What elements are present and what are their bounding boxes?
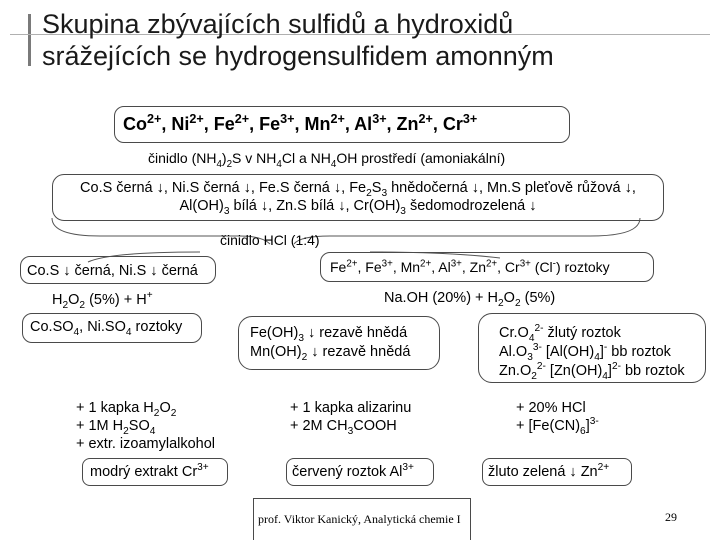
left-steps: + 1 kapka $H_2O_2$ + 1M $H_2SO_4$ + extr. izoamylalkohol	[76, 400, 216, 452]
right-reagent: Na.OH $(20\%) + H_2O_2$ (5%)	[384, 290, 556, 309]
middle-result-text: červený roztok $Al^{3+}$	[292, 462, 414, 480]
page-number: 29	[665, 510, 677, 524]
footer-author: prof. Viktor Kanický, Analytická chemie I	[258, 512, 461, 526]
far-right-anions-text: $Cr.O_4^{2-}$ žlutý roztok $Al.O_3^{3-}$ $[Al(OH)_4]^-$ bb roztok $Zn.O_2^{2-}$ $[Zn(OH)_4]^{2-}$ bb roztok	[499, 323, 685, 382]
far-right-result-text: žluto zelená ↓ $Zn^{2+}$	[488, 462, 610, 480]
reagent-hcl: činidlo HCl (1:4)	[220, 232, 320, 248]
middle-steps: + 1 kapka alizarinu + 2M $CH_3COOH$	[290, 400, 412, 437]
left-result-text: modrý extrakt $Cr^{3+}$	[90, 462, 209, 480]
title-line-1: Skupina zbývajících sulfidů a hydroxidů	[42, 9, 514, 39]
middle-hydroxides-text: $Fe(OH)_3$ ↓ rezavě hnědá $Mn(OH)_2$ ↓ rezavě hnědá	[250, 325, 411, 363]
left-sulfides-text: Co.S ↓ černá, Ni.S ↓ černá	[27, 263, 198, 279]
title-line-2: srážejících se hydrogensulfidem amonným	[42, 41, 554, 71]
reagent-ammonium-sulfide: činidlo $(NH_4)_2S$ v $NH_4Cl$ a $NH_4OH$ prostředí (amoniakální)	[148, 150, 506, 170]
right-solutions-text: $Fe^{2+}$, $Fe^{3+}$, $Mn^{2+}$, $Al^{3+}$, $Zn^{2+}$, $Cr^{3+}$ (Cl-) roztoky	[330, 258, 610, 275]
precipitates-text: Co.S černá ↓, Ni.S černá ↓, Fe.S černá ↓, $Fe_2S_3$ hnědočerná ↓, Mn.S pleťově růžová ↓, $Al(OH)_3$ bílá ↓, Zn.S bílá ↓, $Cr(OH)_3$ šedomodrozelená ↓	[80, 180, 636, 217]
cation-list: $Co^{2+}$, $Ni^{2+}$, $Fe^{2+}$, $Fe^{3+}$, $Mn^{2+}$, $Al^{3+}$, $Zn^{2+}$, $Cr^{3+}$	[123, 112, 478, 134]
far-right-steps: + 20% HCl + $[Fe(CN)_6]^{3-}$	[516, 400, 599, 437]
left-reagent: $H_2O_2$ (5%) + H+	[52, 290, 153, 311]
left-sulfates-text: $Co.SO_4$, $Ni.SO_4$ roztoky	[30, 319, 183, 338]
